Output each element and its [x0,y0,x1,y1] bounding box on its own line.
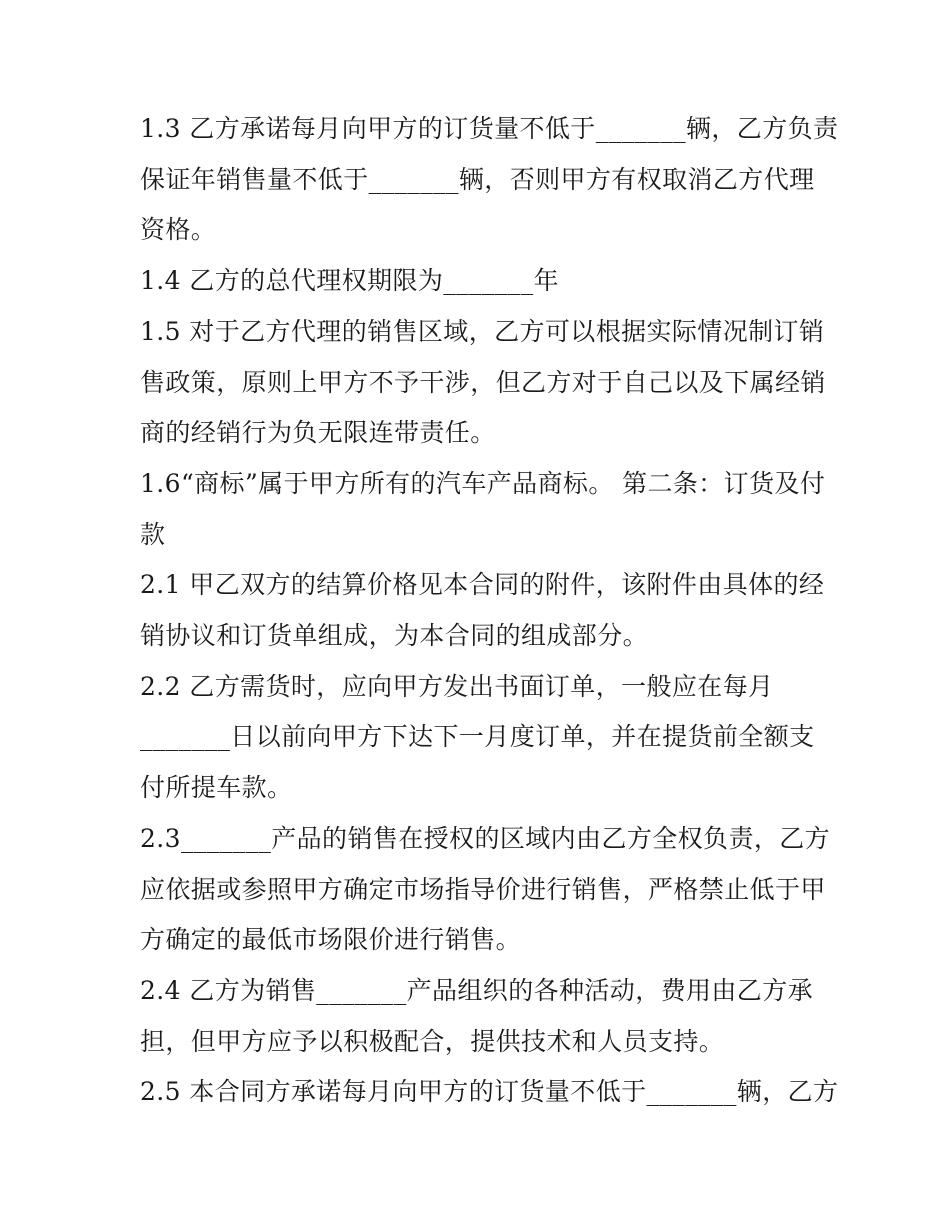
text-line: 售政策，原则上甲方不予干涉，但乙方对于自己以及下属经销 [140,367,826,397]
text-line: 担，但甲方应予以积极配合，提供技术和人员支持。 [140,1026,725,1056]
text-line: 保证年销售量不低于_______辆，否则甲方有权取消乙方代理 [140,164,815,194]
text-line: 1.5 对于乙方代理的销售区域，乙方可以根据实际情况制订销 [140,316,825,346]
text-line: 2.2 乙方需货时，应向甲方发出书面订单，一般应在每月 [140,671,774,701]
text-line: 1.6“商标”属于甲方所有的汽车产品商标。 第二条：订货及付 [140,468,826,498]
clause-1-5 [140,307,826,459]
clause-2-3 [140,814,831,966]
clause-1-6 [140,459,826,560]
text-line: 2.4 乙方为销售_______产品组织的各种活动，费用由乙方承 [140,975,814,1005]
text-line: 资格。 [140,215,217,245]
text-line: _______日以前向甲方下达下一月度订单，并在提货前全额支 [140,722,815,752]
text-line: 2.5 本合同方承诺每月向甲方的订货量不低于_______辆，乙方 [140,1077,839,1107]
clause-1-4 [140,256,820,307]
clause-2-1 [140,560,825,661]
clause-2-5 [140,1067,839,1118]
text-line: 2.3_______产品的销售在授权的区域内由乙方全权负责，乙方 [140,823,831,853]
text-line: 销协议和订货单组成，为本合同的组成部分。 [140,621,649,651]
text-line: 付所提车款。 [140,773,293,803]
text-line: 应依据或参照甲方确定市场指导价进行销售，严格禁止低于甲 [140,874,826,904]
text-line: 1.3 乙方承诺每月向甲方的订货量不低于_______辆，乙方负责 [140,114,839,143]
document-body [140,104,839,1118]
text-line: 1.4 乙方的总代理权期限为_______年 [140,266,560,296]
text-line: 款 [140,519,166,549]
text-line: 商的经销行为负无限连带责任。 [140,418,496,448]
text-line: 方确定的最低市场限价进行销售。 [140,925,522,955]
clause-1-3 [140,104,839,256]
clause-2-4 [140,966,820,1067]
clause-2-2 [140,662,820,814]
text-line: 2.1 甲乙双方的结算价格见本合同的附件，该附件由具体的经 [140,570,825,600]
